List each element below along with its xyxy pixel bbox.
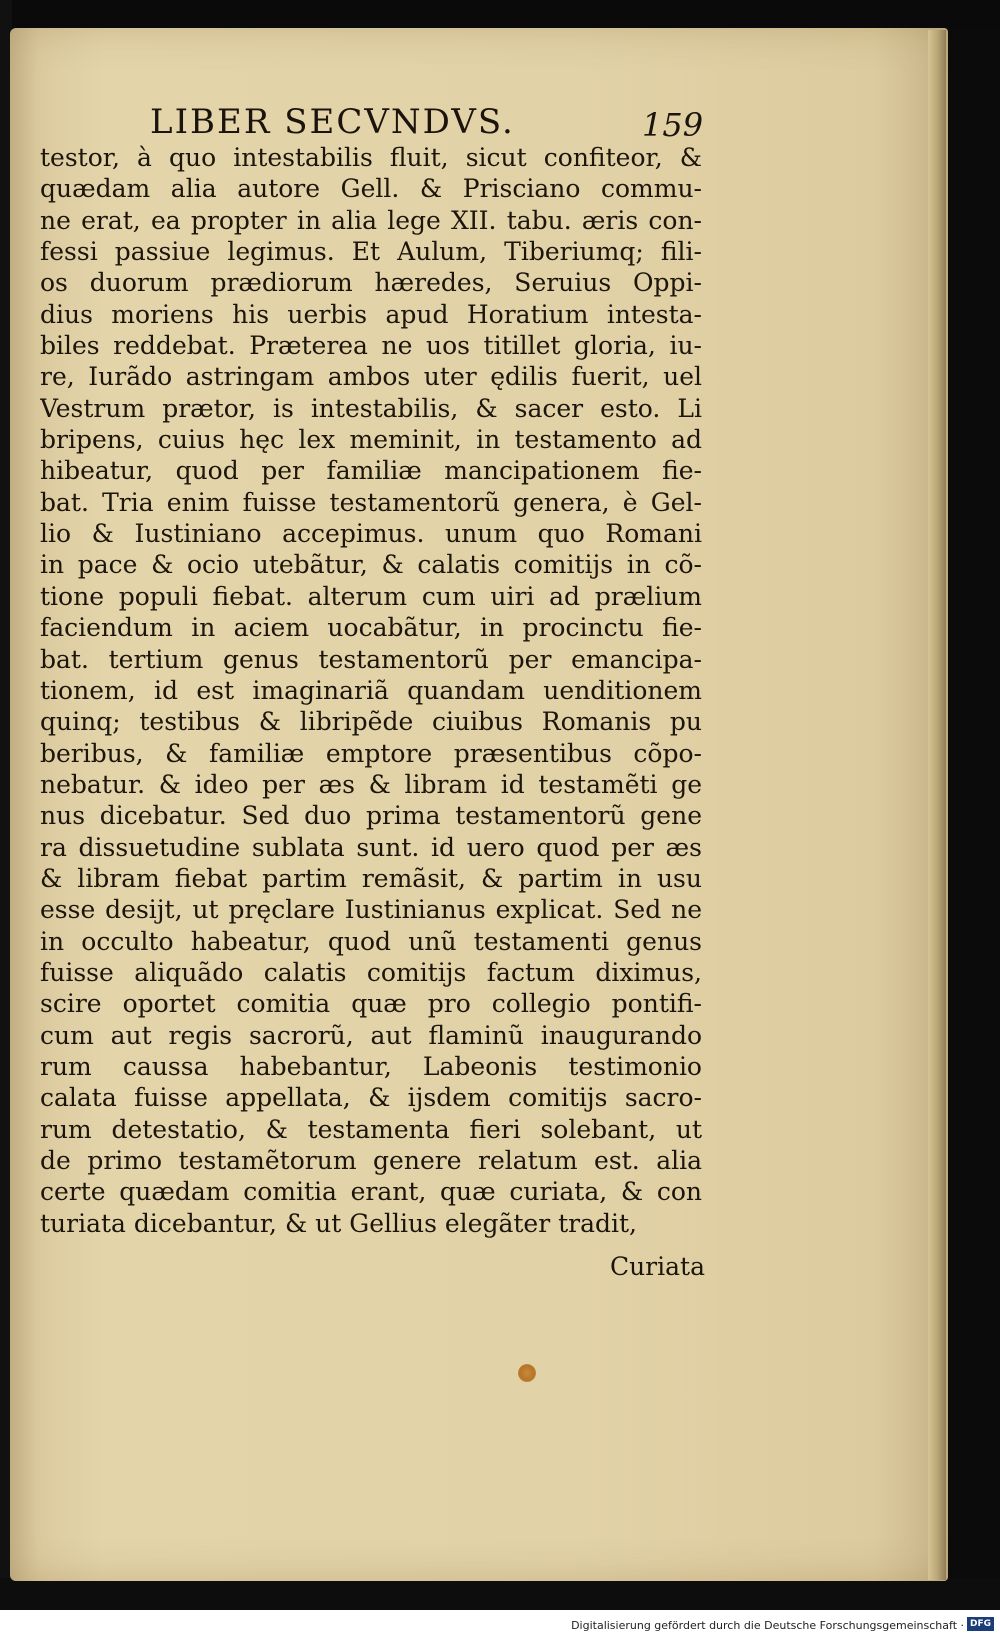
scan-border-right [945,28,1000,1600]
text-block [40,142,702,1239]
text-line: faciendum in aciem uocabãtur, in procinctu fie- [40,613,702,643]
text-line: tionem, id est imaginariã quandam uenditionem [40,675,702,705]
text-line: in pace & ocio utebãtur, & calatis comitijs in cõ- [40,550,702,580]
text-line: Vestrum prætor, is intestabilis, & sacer esto. Li [40,393,702,423]
text-line: rum caussa habebantur, Labeonis testimonio [40,1051,702,1081]
text-line: scire oportet comitia quæ pro collegio pontifi- [40,989,702,1019]
footer-credit: Digitalisierung gefördert durch die Deutsche Forschungsgemeinschaft · [571,1619,964,1632]
text-line: testor, à quo intestabilis fluit, sicut confiteor, & [40,143,702,172]
text-line: re, Iurãdo astringam ambos uter ędilis fuerit, uel [40,362,702,392]
running-head: LIBER SECVNDVS. [150,102,515,142]
text-line: bripens, cuius hęc lex meminit, in testamento ad [40,425,702,455]
scan-border-top [0,0,1000,30]
text-line: de primo testamẽtorum genere relatum est. alia [40,1146,702,1175]
text-line: in occulto habeatur, quod unũ testamenti genus [40,926,702,956]
page-edge [928,30,946,1580]
text-line: os duorum prædiorum hæredes, Seruius Oppi- [40,268,702,298]
text-line: tione populi fiebat. alterum cum uiri ad prælium [40,581,702,611]
text-line: quinq; testibus & libripẽde ciuibus Romanis pu [40,707,702,737]
text-line: hibeatur, quod per familiæ mancipationem fie- [40,456,702,486]
ink-spot [518,1364,536,1382]
text-line: dius moriens his uerbis apud Horatium intesta- [40,299,702,329]
text-line: fessi passiue legimus. Et Aulum, Tiberiumq; fili- [40,237,702,267]
text-line: nus dicebatur. Sed duo prima testamentorũ gene [40,801,702,831]
text-line: esse desijt, ut pręclare Iustinianus explicat. Sed ne [40,895,702,925]
text-line: fuisse aliquãdo calatis comitijs factum diximus, [40,957,702,987]
text-line: cum aut regis sacrorũ, aut flaminũ inaugurando [40,1020,702,1050]
catchword: Curiata [609,1252,705,1281]
text-line: biles reddebat. Præterea ne uos titillet gloria, iu- [40,331,702,361]
text-line: bat. tertium genus testamentorũ per emancipa- [40,644,702,674]
text-line: nebatur. & ideo per æs & libram id testamẽti ge [40,769,702,799]
text-line: lio & Iustiniano accepimus. unum quo Romani [40,519,702,549]
text-line: calata fuisse appellata, & ijsdem comitijs sacro- [40,1083,702,1113]
dfg-logo: DFG [967,1617,994,1631]
text-line: beribus, & familiæ emptore præsentibus cõpo- [40,738,702,768]
text-line: quædam alia autore Gell. & Prisciano commu- [40,174,702,204]
text-line: turiata dicebantur, & ut Gellius elegãter tradit, [40,1208,637,1238]
text-line: rum detestatio, & testamenta fieri solebant, ut [40,1114,702,1144]
footer-bar [0,1610,1000,1641]
scan-border-bottom [0,1578,1000,1610]
text-line: & libram fiebat partim remãsit, & partim in usu [40,863,702,893]
text-line: bat. Tria enim fuisse testamentorũ genera, è Gel- [40,487,702,517]
text-line: certe quædam comitia erant, quæ curiata, & con [40,1177,702,1207]
text-line: ne erat, ea propter in alia lege XII. tabu. æris con- [40,205,702,235]
text-line: ra dissuetudine sublata sunt. id uero quod per æs [40,832,702,862]
folio-number: 159 [642,106,704,144]
